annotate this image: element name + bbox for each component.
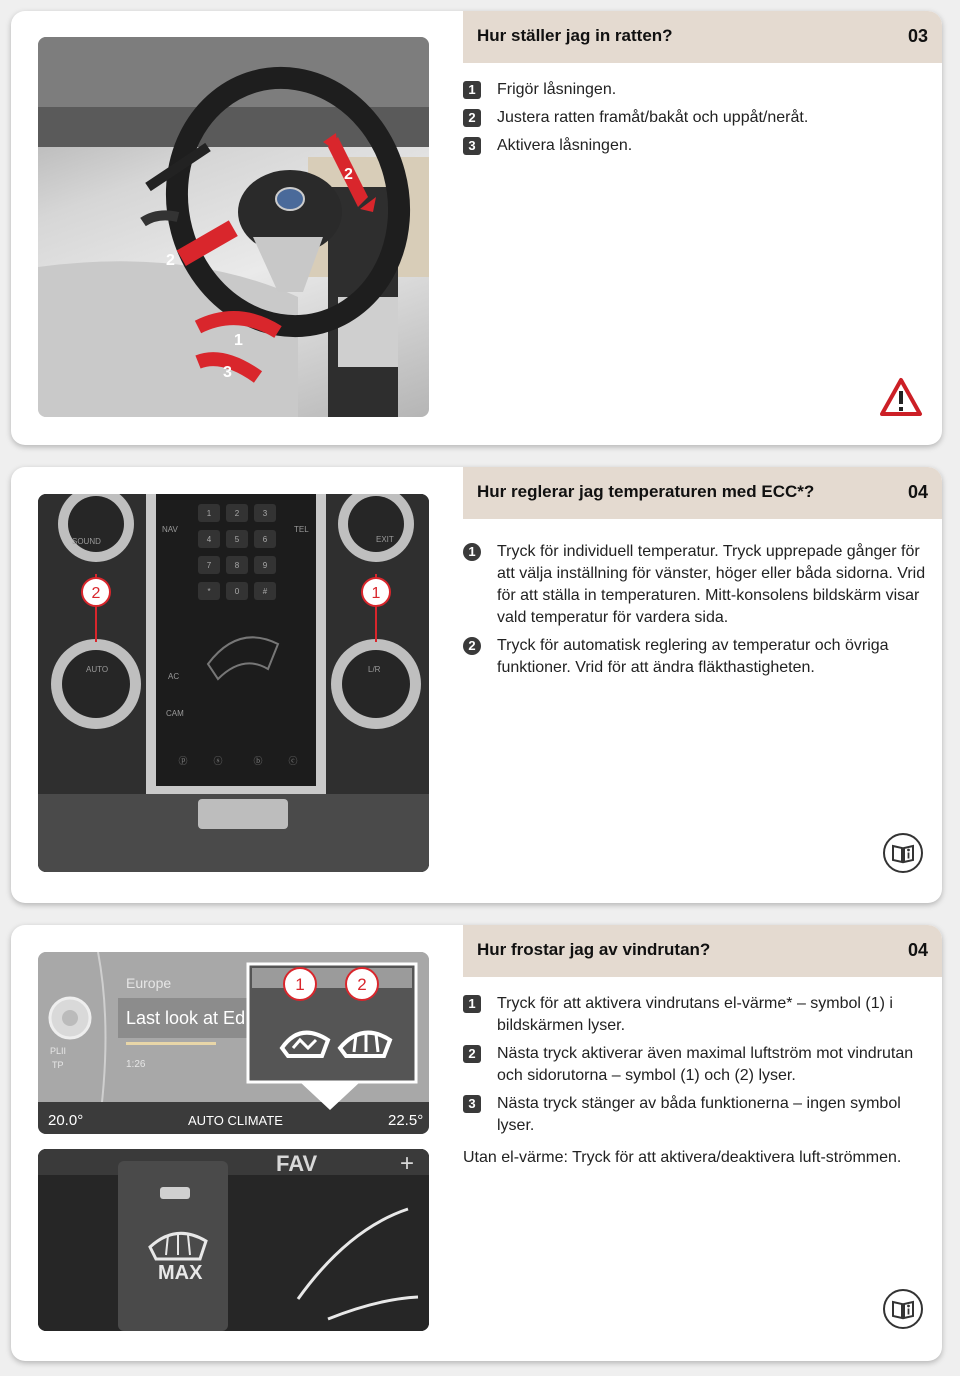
screen-region-text: Europe <box>126 975 172 991</box>
key-1: 1 <box>206 509 212 518</box>
key-5: 5 <box>234 535 240 544</box>
step-item <box>463 135 928 157</box>
step-text: Tryck för automatisk reglering av temperatur och övriga funktioner. Vrid för att ändra fläkthastigheten. <box>497 637 889 676</box>
temp-right-text: 22.5° <box>388 1112 424 1129</box>
defrost-note: Utan el-värme: Tryck för att aktivera/deaktivera luft-strömmen. <box>463 1149 902 1166</box>
step-item <box>463 635 928 679</box>
step-item <box>463 1043 928 1087</box>
exit-label: EXIT <box>376 535 394 544</box>
max-button-photo <box>38 1149 429 1331</box>
photo-label-3: 3 <box>223 364 232 381</box>
callout-2-label: 2 <box>357 975 367 994</box>
photo-label-2-vertical: 2 <box>344 166 353 183</box>
photo-label-2-horizontal: 2 <box>166 252 175 269</box>
climate-mode-text: AUTO CLIMATE <box>188 1113 283 1128</box>
step-badge: 1 <box>463 543 481 561</box>
key-star: * <box>207 587 211 596</box>
key-hash: # <box>262 587 268 596</box>
key-9: 9 <box>262 561 268 570</box>
section-steering-card <box>11 11 942 445</box>
photo-label-1: 1 <box>234 332 243 349</box>
step-item <box>463 79 928 101</box>
key-8: 8 <box>234 561 240 570</box>
step-badge: 3 <box>463 137 481 155</box>
plus-label: + <box>400 1150 415 1177</box>
key-4: 4 <box>206 535 212 544</box>
auto-label: AUTO <box>86 665 109 674</box>
manual-book-icon <box>883 833 923 873</box>
step-text: Justera ratten framåt/bakåt och uppåt/neråt. <box>497 109 809 126</box>
section-ecc-card <box>11 467 942 903</box>
manual-book-icon <box>883 1289 923 1329</box>
step-text: Tryck för individuell temperatur. Tryck upprepade gånger för att välja inställning för vänster, höger eller båda sidorna. Vrid för att ställa in temperaturen. Mitt-konsolens bildskärm visar vald temperatur för vardera sida. <box>497 543 926 626</box>
step-item <box>463 107 928 129</box>
steps-list <box>463 541 928 685</box>
step-item <box>463 541 928 629</box>
sound-label: SOUND <box>72 537 101 546</box>
section-header <box>463 925 942 977</box>
lr-label: L/R <box>368 665 381 674</box>
section-header <box>463 467 942 519</box>
section-title: Hur reglerar jag temperaturen med ECC*? <box>477 482 815 501</box>
screen-time-text: 1:26 <box>126 1059 146 1070</box>
step-text: Nästa tryck stänger av båda funktionerna – ingen symbol lyser. <box>497 1095 901 1134</box>
step-badge: 2 <box>463 637 481 655</box>
fav-label: FAV <box>276 1151 318 1176</box>
step-item <box>463 993 928 1037</box>
screen-tp-text: TP <box>52 1060 64 1070</box>
temp-left-text: 20.0° <box>48 1112 84 1129</box>
warning-triangle-icon <box>879 377 923 417</box>
screen-pli-text: PLII <box>50 1046 67 1056</box>
bottom-key-2: ⓢ <box>213 756 223 766</box>
ac-label: AC <box>168 672 180 681</box>
step-text: Frigör låsningen. <box>497 81 617 98</box>
climate-panel-photo <box>38 494 429 872</box>
step-item <box>463 1093 928 1137</box>
key-7: 7 <box>206 561 212 570</box>
step-text: Nästa tryck aktiverar även maximal luftström mot vindrutan och sidorutorna – symbol (1) och (2) lyser. <box>497 1045 914 1084</box>
callout-left-label: 2 <box>91 585 101 602</box>
section-number: 04 <box>907 482 928 502</box>
section-number: 03 <box>907 26 928 46</box>
step-badge: 2 <box>463 109 481 127</box>
section-header <box>463 11 942 63</box>
climate-screen-photo <box>38 952 429 1134</box>
callout-right-label: 1 <box>371 585 381 602</box>
step-badge: 2 <box>463 1045 481 1063</box>
section-title: Hur ställer jag in ratten? <box>477 26 673 45</box>
step-text: Aktivera låsningen. <box>497 137 633 154</box>
screen-track-text: Last look at Ed <box>126 1008 246 1028</box>
bottom-key-4: ⓒ <box>288 756 298 766</box>
section-defrost-card <box>11 925 942 1361</box>
steps-list <box>463 993 928 1143</box>
steps-list <box>463 79 928 163</box>
step-badge: 1 <box>463 81 481 99</box>
key-6: 6 <box>262 535 268 544</box>
section-number: 04 <box>907 940 928 960</box>
step-badge: 3 <box>463 1095 481 1113</box>
key-3: 3 <box>262 509 268 518</box>
nav-label: NAV <box>162 525 178 534</box>
tel-label: TEL <box>294 525 309 534</box>
callout-1-label: 1 <box>295 975 305 994</box>
step-badge: 1 <box>463 995 481 1013</box>
key-2: 2 <box>234 509 240 518</box>
key-0: 0 <box>234 587 240 596</box>
max-button-label: MAX <box>158 1262 203 1284</box>
steering-wheel-photo <box>38 37 429 417</box>
cam-label: CAM <box>166 709 184 718</box>
bottom-key-1: ⓟ <box>178 756 188 766</box>
step-text: Tryck för att aktivera vindrutans el-värme* – symbol (1) i bildskärmen lyser. <box>497 995 893 1034</box>
section-title: Hur frostar jag av vindrutan? <box>477 940 711 959</box>
bottom-key-3: ⓑ <box>253 756 263 766</box>
